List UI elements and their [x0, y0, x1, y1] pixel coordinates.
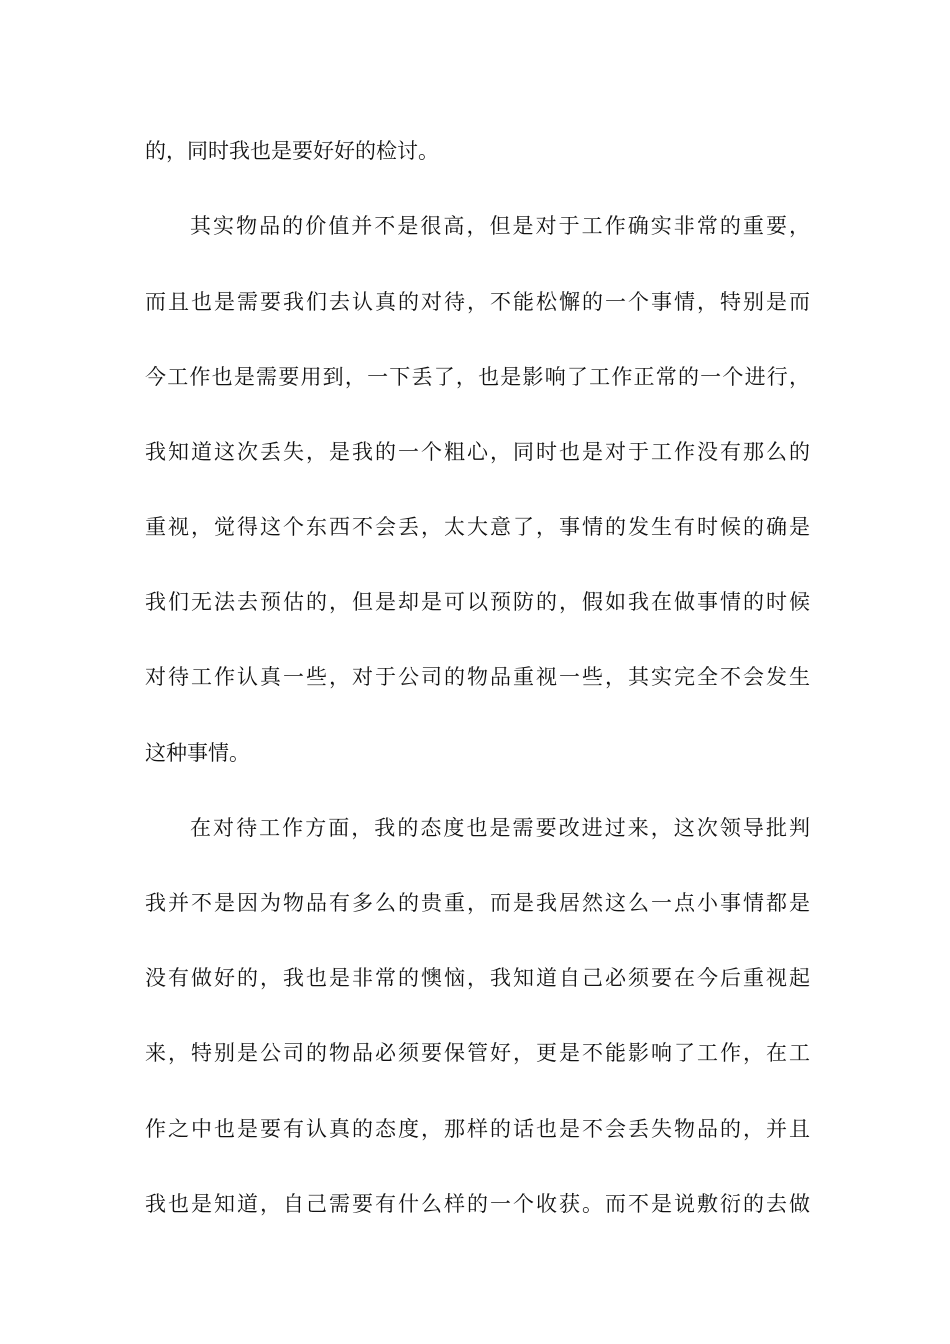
text-line: 今工作也是需要用到，一下丢了，也是影响了工作正常的一个进行， [145, 365, 810, 389]
text-line: 重视，觉得这个东西不会丢，太大意了，事情的发生有时候的确是 [145, 515, 810, 539]
text-line: 这种事情。 [145, 741, 250, 765]
text-line: 我知道这次丢失，是我的一个粗心，同时也是对于工作没有那么的 [145, 440, 810, 464]
paragraph-first-line: 其实物品的价值并不是很高，但是对于工作确实非常的重要， [190, 214, 810, 238]
paragraph-first-line: 在对待工作方面，我的态度也是需要改进过来，这次领导批判 [190, 816, 810, 840]
text-line: 而且也是需要我们去认真的对待，不能松懈的一个事情，特别是而 [145, 290, 810, 314]
text-line: 我并不是因为物品有多么的贵重，而是我居然这么一点小事情都是 [145, 891, 810, 915]
text-line: 对待工作认真一些，对于公司的物品重视一些，其实完全不会发生 [145, 665, 810, 689]
text-line: 的，同时我也是要好好的检讨。 [145, 139, 439, 163]
text-line: 我们无法去预估的，但是却是可以预防的，假如我在做事情的时候 [145, 590, 810, 614]
text-line: 没有做好的，我也是非常的懊恼，我知道自己必须要在今后重视起 [145, 966, 810, 990]
text-line: 我也是知道，自己需要有什么样的一个收获。而不是说敷衍的去做 [145, 1192, 810, 1216]
text-line: 作之中也是要有认真的态度，那样的话也是不会丢失物品的，并且 [145, 1117, 810, 1141]
text-line: 来，特别是公司的物品必须要保管好，更是不能影响了工作，在工 [145, 1041, 810, 1065]
